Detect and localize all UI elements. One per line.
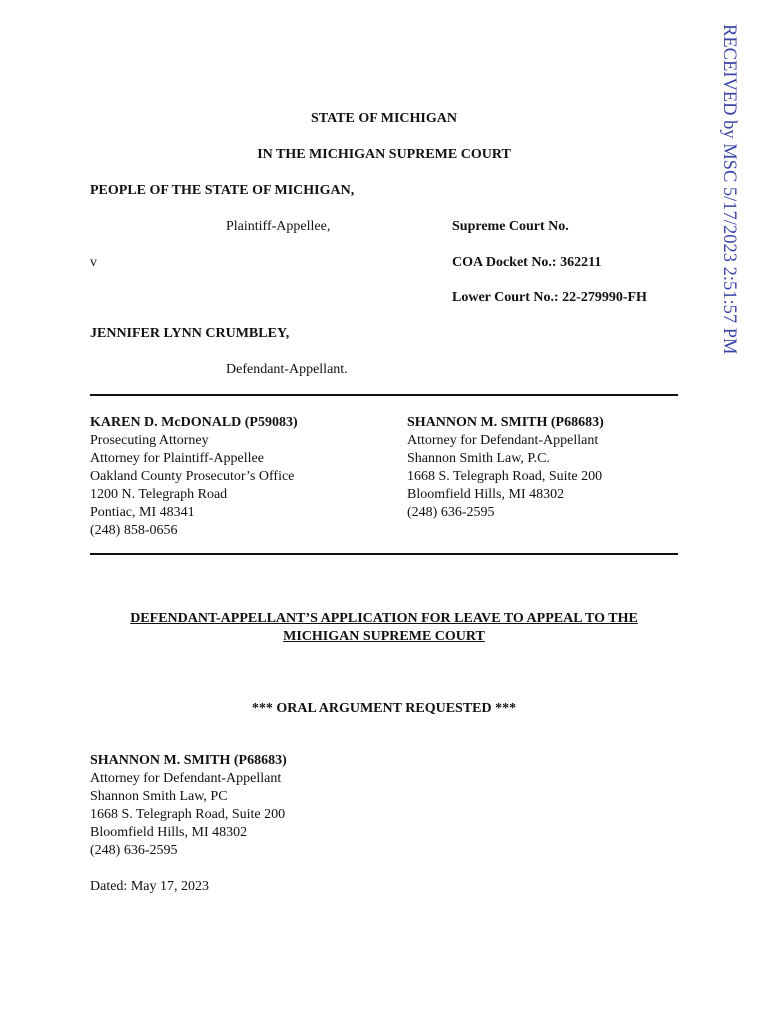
court-heading: IN THE MICHIGAN SUPREME COURT xyxy=(257,147,511,162)
prosecutor-line: Pontiac, MI 48341 xyxy=(90,505,195,520)
document-title-text2: MICHIGAN SUPREME COURT xyxy=(283,629,485,644)
date-line: Dated: May 17, 2023 xyxy=(90,879,209,894)
prosecutor-name: KAREN D. McDONALD (P59083) xyxy=(90,415,298,430)
prosecutor-line: (248) 858-0656 xyxy=(90,523,178,538)
defense-block xyxy=(407,414,604,522)
received-stamp: RECEIVED by MSC 5/17/2023 2:51:57 PM xyxy=(719,24,739,355)
prosecutor-line: Prosecuting Attorney xyxy=(90,433,209,448)
defense-line: Shannon Smith Law, P.C. xyxy=(407,451,550,466)
defense-line: 1668 S. Telegraph Road, Suite 200 xyxy=(407,469,603,484)
signature-line: (248) 636-2595 xyxy=(90,843,178,858)
document-title-text1: DEFENDANT-APPELLANT’S APPLICATION FOR LEAVE TO APPEAL TO THE xyxy=(130,611,638,626)
document-title-line2 xyxy=(90,628,678,646)
defendant-role: Defendant-Appellant. xyxy=(226,362,348,377)
prosecutor-line: Attorney for Plaintiff-Appellee xyxy=(90,451,264,466)
prosecutor-block xyxy=(90,414,298,540)
signature-name: SHANNON M. SMITH (P68683) xyxy=(90,753,287,768)
signature-line: 1668 S. Telegraph Road, Suite 200 xyxy=(90,807,286,822)
counsel-divider xyxy=(90,553,678,555)
document-title-line1 xyxy=(90,610,678,628)
defense-line: Attorney for Defendant-Appellant xyxy=(407,433,599,448)
caption-divider xyxy=(90,394,678,396)
defense-line: Bloomfield Hills, MI 48302 xyxy=(407,487,565,502)
signature-line: Shannon Smith Law, PC xyxy=(90,789,228,804)
state-heading: STATE OF MICHIGAN xyxy=(311,111,457,126)
prosecutor-line: Oakland County Prosecutor’s Office xyxy=(90,469,295,484)
plaintiff-name: PEOPLE OF THE STATE OF MICHIGAN, xyxy=(90,183,355,198)
prosecutor-line: 1200 N. Telegraph Road xyxy=(90,487,228,502)
signature-line: Bloomfield Hills, MI 48302 xyxy=(90,825,248,840)
signature-line: Attorney for Defendant-Appellant xyxy=(90,771,282,786)
signature-block xyxy=(90,752,287,860)
versus-label: v xyxy=(90,255,97,270)
defense-attorney-name: SHANNON M. SMITH (P68683) xyxy=(407,415,604,430)
supreme-court-number: Supreme Court No. xyxy=(452,219,569,234)
lower-court-number: Lower Court No.: 22-279990-FH xyxy=(452,290,647,305)
defendant-name: JENNIFER LYNN CRUMBLEY, xyxy=(90,326,290,341)
plaintiff-role: Plaintiff-Appellee, xyxy=(226,219,331,234)
coa-docket-number: COA Docket No.: 362211 xyxy=(452,255,602,270)
defense-line: (248) 636-2595 xyxy=(407,505,495,520)
oral-argument-notice: *** ORAL ARGUMENT REQUESTED *** xyxy=(251,701,517,716)
